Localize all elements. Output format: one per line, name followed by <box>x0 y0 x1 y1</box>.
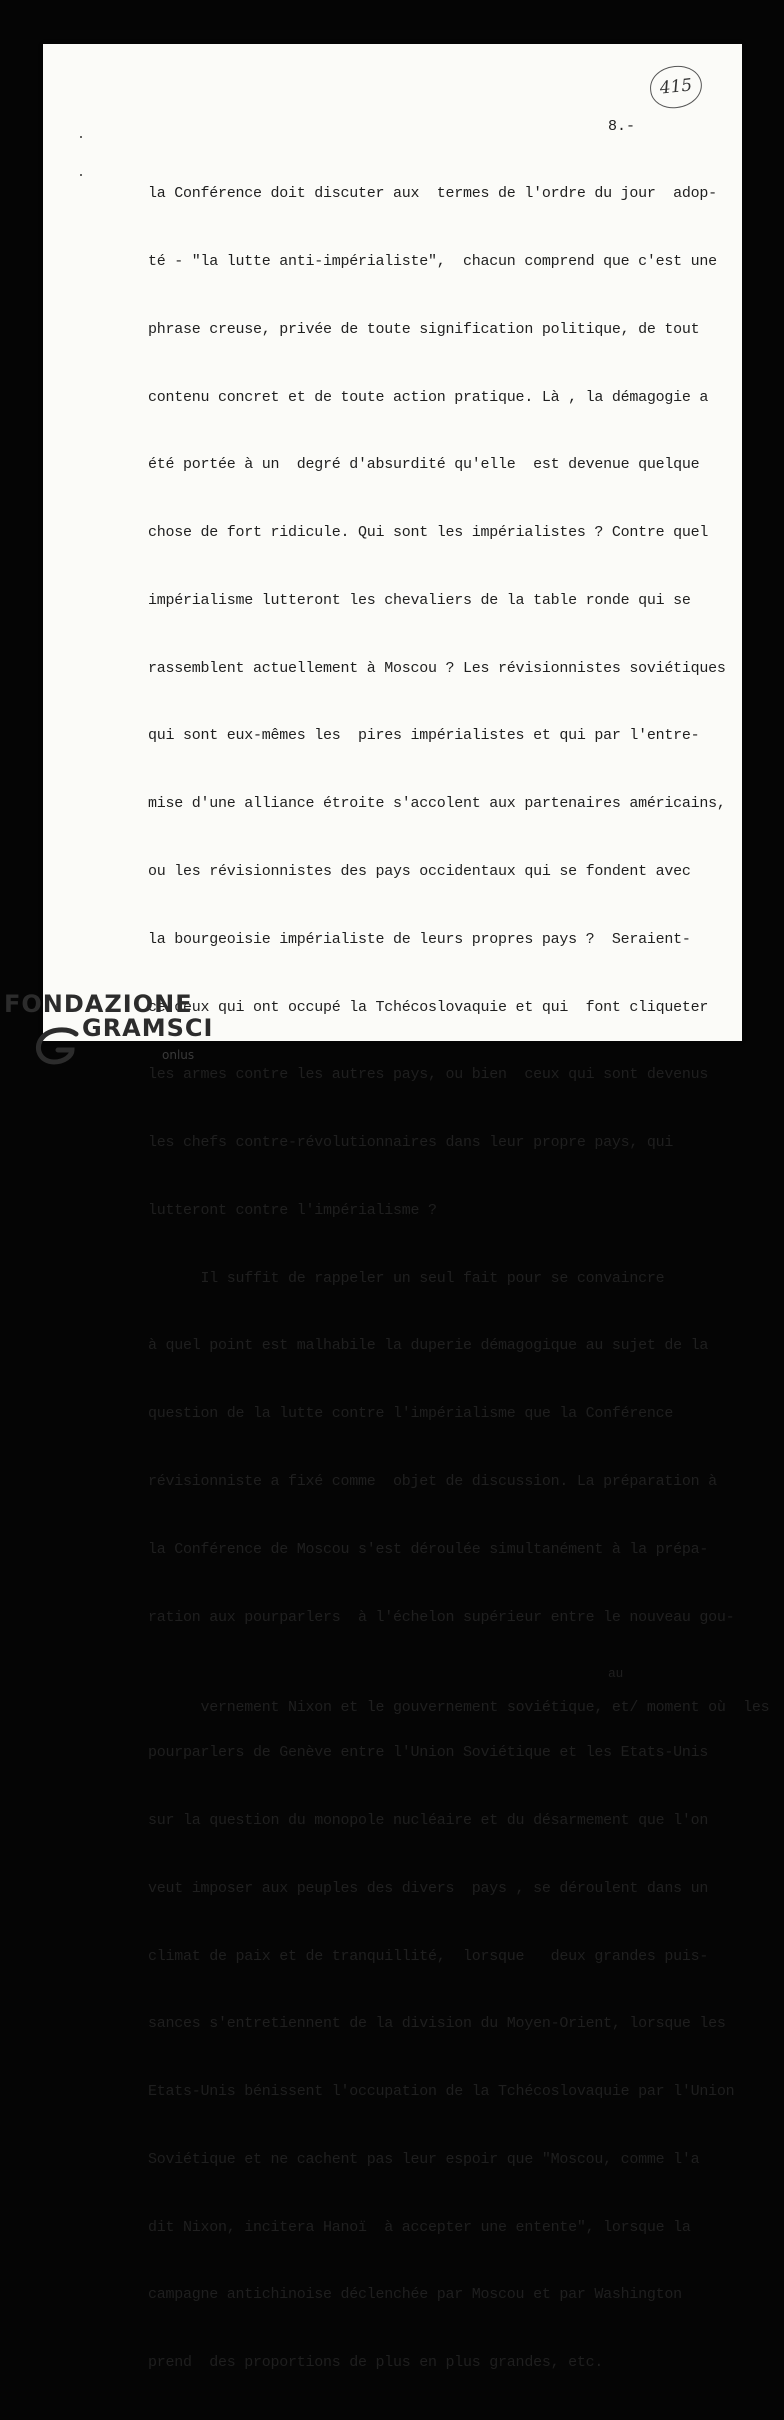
text-line: qui sont eux-mêmes les pires impérialistes et qui par l'entre- <box>148 727 700 745</box>
text-line: ou les révisionnistes des pays occidentaux qui se fondent avec <box>148 863 691 880</box>
margin-mark <box>80 136 82 138</box>
handwritten-insertion: au <box>608 1666 624 1682</box>
text-line: lutteront contre l'impérialisme ? <box>148 1201 437 1219</box>
text-line: les chefs contre-révolutionnaires dans leur propre pays, qui <box>148 1134 674 1152</box>
text-line: été portée à un degré d'absurdité qu'elle est devenue quelque <box>148 456 700 474</box>
watermark-line2: GRAMSCI <box>82 1014 214 1042</box>
watermark-line1: FONDAZIONE <box>4 990 193 1018</box>
body-text <box>148 138 770 2420</box>
text-line: à quel point est malhabile la duperie démagogique au sujet de la <box>148 1337 709 1355</box>
text-line: Soviétique et ne cachent pas leur espoir que "Moscou, comme l'a <box>148 2150 700 2168</box>
text-line: sances s'entretiennent de la division du Moyen-Orient, lorsque les <box>148 2015 726 2033</box>
watermark-subtitle: onlus <box>162 1048 195 1062</box>
margin-mark <box>80 174 82 176</box>
text-line: Etats-Unis bénissent l'occupation de la Tchécoslovaquie par l'Union <box>148 2083 735 2101</box>
archive-number: 415 <box>658 75 694 99</box>
text-line: climat de paix et de tranquillité, lorsque deux grandes puis- <box>148 1947 709 1965</box>
text-line: rassemblent actuellement à Moscou ? Les révisionnistes soviétiques <box>148 659 726 677</box>
text-line: impérialisme lutteront les chevaliers de la table ronde qui se <box>148 591 691 609</box>
page-number: 8.- <box>608 118 636 135</box>
archive-number-stamp <box>648 63 704 110</box>
text-line: la bourgeoisie impérialiste de leurs propres pays ? Seraient- <box>148 930 691 948</box>
text-line: question de la lutte contre l'impérialisme que la Conférence <box>148 1405 674 1423</box>
text-line: les armes contre les autres pays, ou bien ceux qui sont devenus <box>148 1066 709 1084</box>
text-line: campagne antichinoise déclenchée par Moscou et par Washington <box>148 2286 682 2304</box>
text-line: té - "la lutte anti-impérialiste", chacun comprend que c'est une <box>148 252 717 270</box>
text-line: mise d'une alliance étroite s'accolent aux partenaires américains, <box>148 795 726 813</box>
text-line: Il suffit de rappeler un seul fait pour se convaincre <box>148 1269 665 1287</box>
text-line: veut imposer aux peuples des divers pays , se déroulent dans un <box>148 1879 709 1897</box>
text-line-content: vernement Nixon et le gouvernement soviétique, et/ moment où les <box>200 1698 770 1716</box>
text-line: la Conférence de Moscou s'est déroulée simultanément à la prépa- <box>148 1540 709 1558</box>
text-line: pourparlers de Genève entre l'Union Soviétique et les Etats-Unis <box>148 1744 709 1762</box>
gramsci-logo-icon <box>32 1026 84 1066</box>
fondazione-gramsci-watermark <box>4 990 214 1070</box>
text-line: dit Nixon, incitera Hanoï à accepter une entente", lorsque la <box>148 2218 691 2236</box>
text-line <box>148 1666 770 1716</box>
text-line: révisionniste a fixé comme objet de discussion. La préparation à <box>148 1473 717 1491</box>
text-line: sur la question du monopole nucléaire et du désarmement que l'on <box>148 1811 709 1829</box>
text-line: prend des proportions de plus en plus grandes, etc. <box>148 2354 604 2372</box>
text-line: chose de fort ridicule. Qui sont les impérialistes ? Contre quel <box>148 524 709 542</box>
text-line: ration aux pourparlers à l'échelon supérieur entre le nouveau gou- <box>148 1608 735 1626</box>
text-line: ce ceux qui ont occupé la Tchécoslovaquie et qui font cliqueter <box>148 998 709 1016</box>
text-line: contenu concret et de toute action pratique. Là , la démagogie a <box>148 388 709 406</box>
text-line: la Conférence doit discuter aux termes de l'ordre du jour adop- <box>148 185 717 203</box>
text-line: phrase creuse, privée de toute signification politique, de tout <box>148 320 700 338</box>
